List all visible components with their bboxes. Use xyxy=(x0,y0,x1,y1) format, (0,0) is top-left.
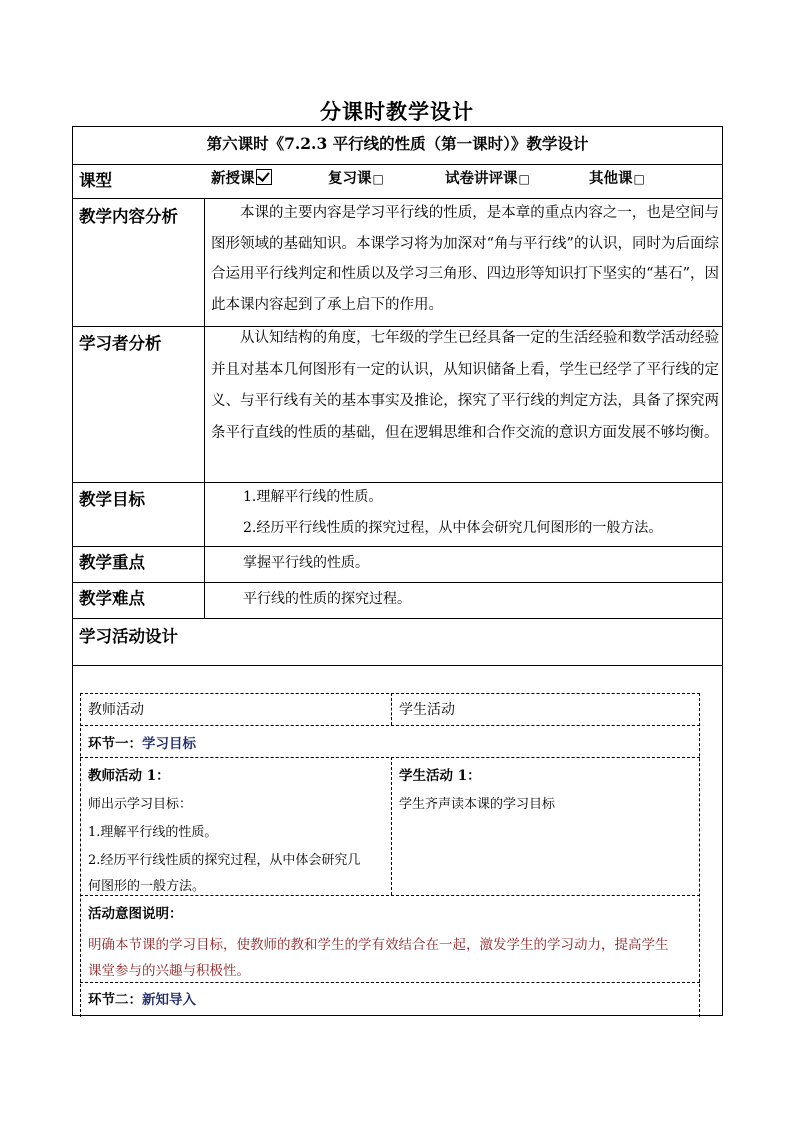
option-review-label: 复习课 xyxy=(328,170,372,187)
activity-table xyxy=(80,693,700,1017)
course-type-label: 课型 xyxy=(79,171,112,190)
dashed-divider xyxy=(80,757,700,758)
dashed-divider xyxy=(391,757,392,895)
dashed-divider xyxy=(80,982,700,983)
row-divider xyxy=(73,546,722,547)
objectives-label: 教学目标 xyxy=(79,490,145,509)
student-activity-text: 学生齐声读本课的学习目标 xyxy=(399,797,556,812)
dashed-divider xyxy=(80,693,81,1017)
checked-box-icon xyxy=(256,169,272,185)
teacher-line: 师出示学习目标： xyxy=(88,797,193,812)
row-divider xyxy=(73,582,722,583)
intent-line: 课堂参与的兴趣与积极性。 xyxy=(88,963,250,979)
intent-line: 明确本节课的学习目标，使教师的教和学生的学有效结合在一起，激发学生的学习动力，提高学生 xyxy=(88,937,669,953)
option-exam-review xyxy=(445,164,530,202)
option-exam-review-label: 试卷讲评课 xyxy=(445,170,518,187)
option-other-label: 其他课 xyxy=(589,170,633,187)
learner-analysis-text: 从认知结构的角度，七年级的学生已经具备一定的生活经验和数学活动经验并且对基本几何图形有一定的认识，从知识储备上看，学生已经学了平行线的定义、与平行线有关的基本事实及推论，探究了平行线的判定方法，具备了探究两条平行直线的性质的基础，但在逻辑思维和合作交流的意识方面发展不够均衡。 xyxy=(211,330,719,441)
key-point-text: 掌握平行线的性质。 xyxy=(243,555,369,571)
section-one-name: 学习目标 xyxy=(142,736,196,752)
dashed-divider xyxy=(80,895,700,896)
objective-item: 2.经历平行线性质的探究过程，从中体会研究几何图形的一般方法。 xyxy=(243,520,663,536)
option-new-lesson-label: 新授课 xyxy=(211,170,255,187)
option-new-lesson xyxy=(211,164,272,202)
dashed-divider xyxy=(699,693,700,1017)
design-table xyxy=(72,126,723,1016)
empty-box-icon: □ xyxy=(633,172,645,186)
row-divider xyxy=(73,618,722,619)
empty-box-icon: □ xyxy=(518,172,530,186)
dashed-divider xyxy=(80,693,700,694)
student-activity-title: 学生活动 1： xyxy=(399,768,481,784)
dashed-divider xyxy=(391,693,392,725)
teacher-line: 1.理解平行线的性质。 xyxy=(88,825,218,840)
dashed-divider xyxy=(80,725,700,726)
option-other xyxy=(589,164,645,202)
column-divider xyxy=(204,198,205,618)
difficulty-label: 教学难点 xyxy=(79,589,145,608)
row-divider xyxy=(73,665,722,666)
activity-design-label: 学习活动设计 xyxy=(79,627,178,646)
intent-label: 活动意图说明： xyxy=(88,906,183,922)
learner-analysis-label: 学习者分析 xyxy=(79,334,162,353)
option-review xyxy=(328,164,384,202)
teacher-line: 何图形的一般方法。 xyxy=(88,879,206,894)
teacher-activity-title: 教师活动 1： xyxy=(88,768,170,784)
key-point-label: 教学重点 xyxy=(79,553,145,572)
section-two-name: 新知导入 xyxy=(142,992,196,1008)
section-one-prefix: 环节一： xyxy=(88,736,142,752)
row-divider xyxy=(73,482,722,483)
difficulty-text: 平行线的性质的探究过程。 xyxy=(243,591,411,607)
teacher-activity-header: 教师活动 xyxy=(88,702,144,718)
section-two-title xyxy=(88,988,196,1008)
content-analysis-label: 教学内容分析 xyxy=(79,207,178,226)
empty-box-icon: □ xyxy=(372,172,384,186)
section-two-prefix: 环节二： xyxy=(88,992,142,1008)
page-title: 分课时教学设计 xyxy=(320,99,474,124)
section-one-title xyxy=(88,732,196,752)
teacher-line: 2.经历平行线性质的探究过程，从中体会研究几 xyxy=(88,853,361,868)
content-analysis-text: 本课的主要内容是学习平行线的性质，是本章的重点内容之一，也是空间与图形领域的基础知识。本课学习将为加深对“角与平行线”的认识，同时为后面综合运用平行线判定和性质以及学习三角形、四边形等知识打下坚实的“基石”，因此本课内容起到了承上启下的作用。 xyxy=(211,205,719,313)
lesson-title: 第六课时《7.2.3 平行线的性质（第一课时）》教学设计 xyxy=(206,134,589,153)
student-activity-header: 学生活动 xyxy=(399,702,455,718)
objective-item: 1.理解平行线的性质。 xyxy=(243,489,383,505)
